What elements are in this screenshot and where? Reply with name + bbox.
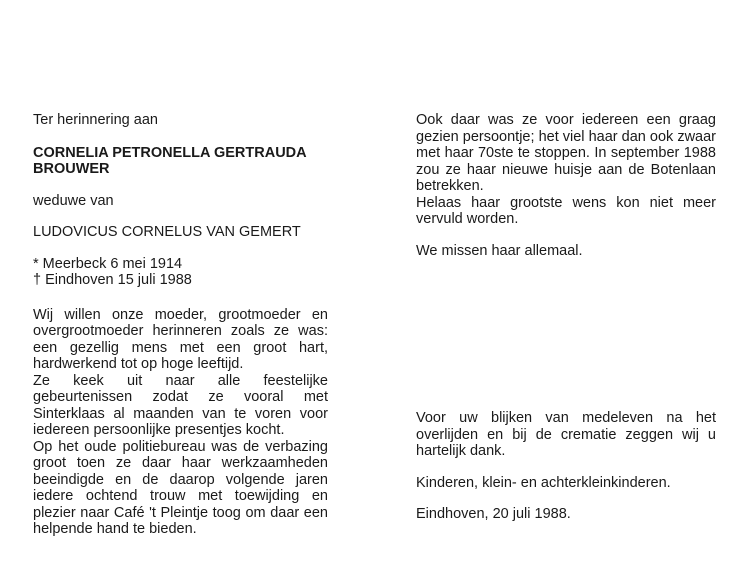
spouse-name: LUDOVICUS CORNELUS VAN GEMERT <box>33 224 301 240</box>
intro-text: Ter herinnering aan <box>33 112 158 128</box>
place-date-text: Eindhoven, 20 juli 1988. <box>416 506 571 522</box>
birth-line: * Meerbeck 6 mei 1914 <box>33 255 183 272</box>
widow-of-text: weduwe van <box>33 192 114 209</box>
miss-text: We missen haar allemaal. <box>416 242 583 259</box>
family-text: Kinderen, klein- en achterkleinkinderen. <box>416 474 671 491</box>
right-column <box>416 112 716 523</box>
deceased-name-line1: CORNELIA PETRONELLA GERTRAUDA <box>33 144 307 161</box>
death-line: † Eindhoven 15 juli 1988 <box>33 272 192 288</box>
right-paragraph-1: Ook daar was ze voor iedereen een graag gezien persoontje; het viel haar dan ook zwaar met haar 70ste te stoppen. In september 1988 zou ze haar nieuwe huisje aan de Botenlaan betrekken. <box>416 112 716 194</box>
memory-paragraph-2: Ze keek uit naar alle feestelijke gebeurtenissen zodat ze vooral met Sinterklaas al maanden van te voren voor iedereen persoonlijke presentjes kocht. <box>33 372 328 438</box>
thanks-text: Voor uw blijken van medeleven na het overlijden en bij de crematie zeggen wij u hartelijk dank. <box>416 410 716 459</box>
left-column <box>33 112 328 538</box>
memory-paragraph-1: Wij willen onze moeder, grootmoeder en overgrootmoeder herinneren zoals ze was: een gezellig mens met een groot hart, hardwerkend tot op hoge leeftijd. <box>33 306 328 372</box>
memory-paragraph-3: Op het oude politiebureau was de verbazing groot toen ze daar haar werkzaamheden beeindigde en de daarop volgende jaren iedere ochtend trouw met toewijding en plezier naar Café 't Pleintje toog om daar een helpende hand te bieden. <box>33 438 328 537</box>
deceased-name-line2: BROUWER <box>33 161 110 177</box>
right-paragraph-2: Helaas haar grootste wens kon niet meer vervuld worden. <box>416 194 716 227</box>
